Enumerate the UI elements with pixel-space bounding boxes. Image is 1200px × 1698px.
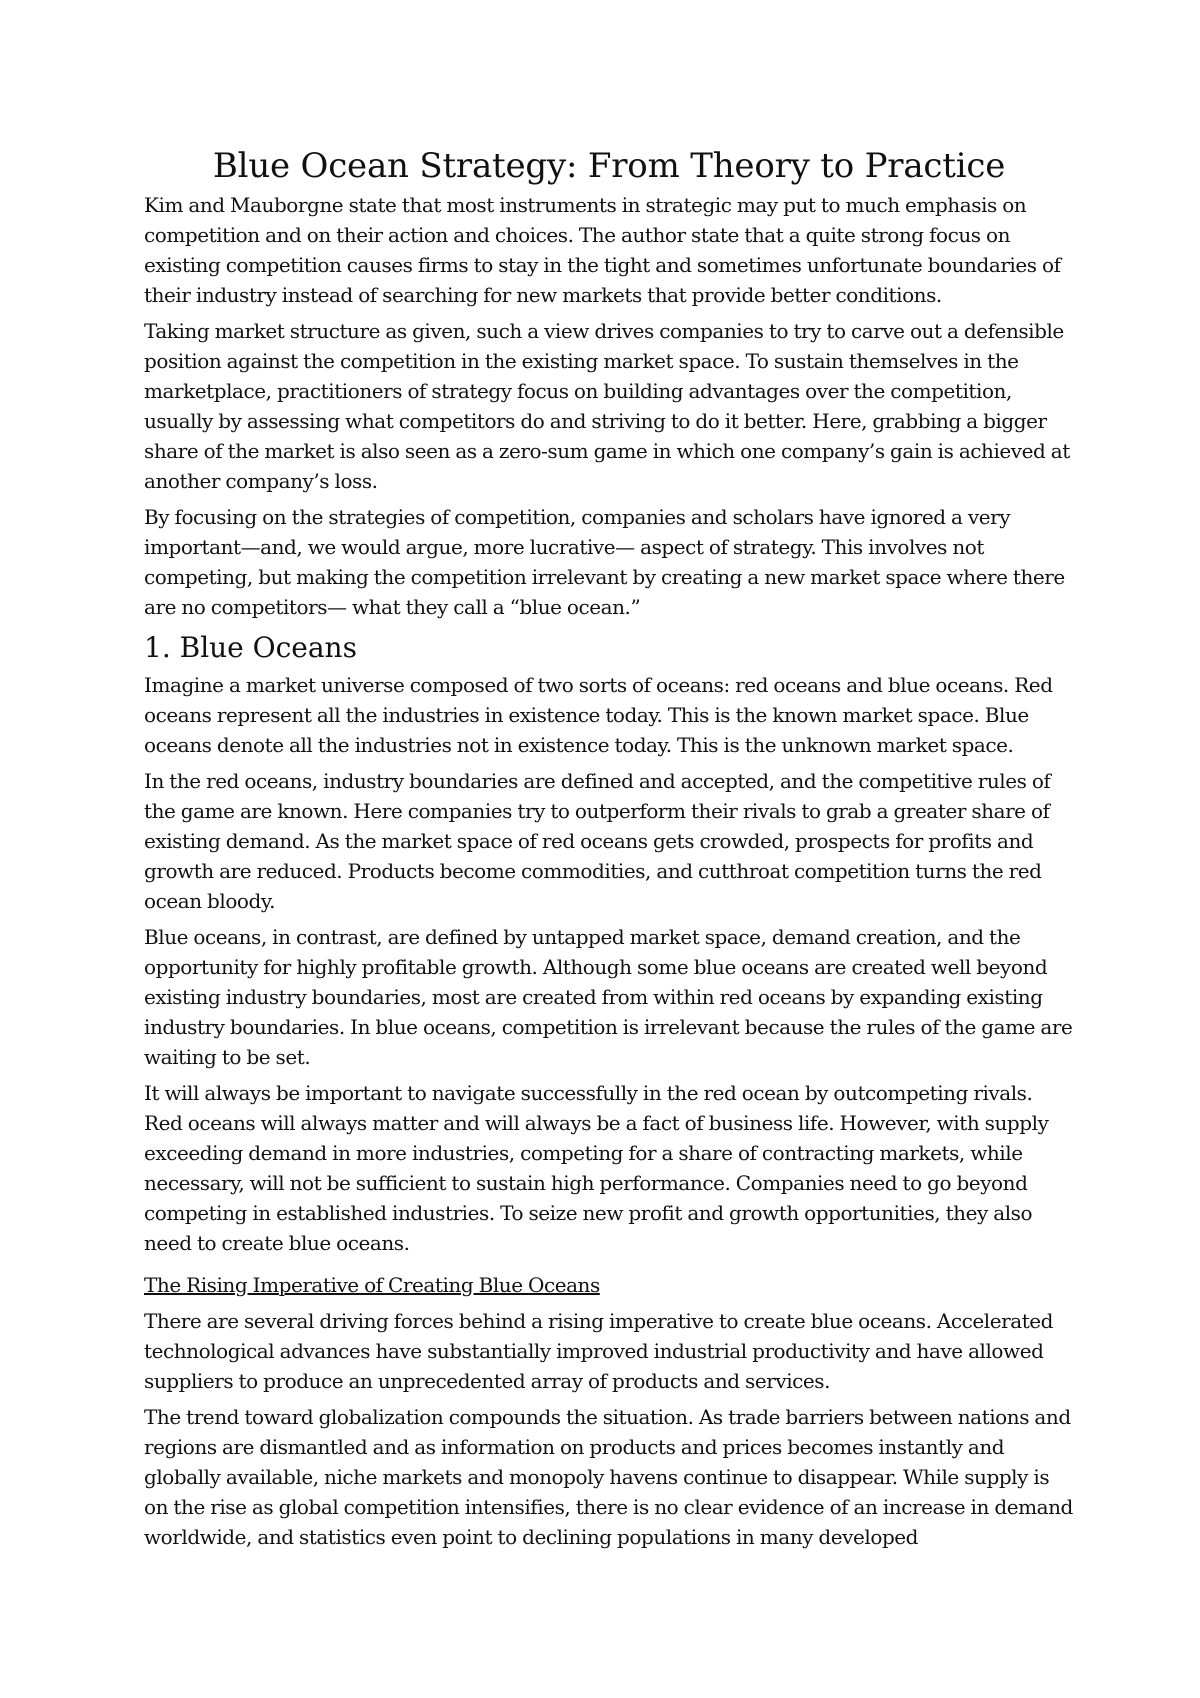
section1-paragraph-1: Imagine a market universe composed of two sorts of oceans: red oceans and blue oceans. Red oceans represent all the industries in existence today. This is the known market space. Blue oceans denote all the industries not in existence today. This is the unknown market space. xyxy=(144,673,1053,757)
intro-paragraph-2: Taking market structure as given, such a view drives companies to try to carve out a defensible position against the competition in the existing market space. To sustain themselves in the marketplace, practitioners of strategy focus on building advantages over the competition, usually by assessing what competitors do and striving to do it better. Here, grabbing a bigger share of the market is also seen as a zero-sum game in which one company’s gain is achieved at another company’s loss. xyxy=(144,319,1070,493)
section1-paragraph-2: In the red oceans, industry boundaries are defined and accepted, and the competitive rules of the game are known. Here companies try to outperform their rivals to grab a greater share of existing demand. As the market space of red oceans gets crowded, prospects for profits and growth are reduced. Products become commodities, and cutthroat competition turns the red ocean bloody. xyxy=(144,769,1051,913)
intro-paragraph-1: Kim and Mauborgne state that most instruments in strategic may put to much emphasis on competition and on their action and choices. The author state that a quite strong focus on existing competition causes firms to stay in the tight and sometimes unfortunate boundaries of their industry instead of searching for new markets that provide better conditions. xyxy=(144,193,1061,307)
document-title: Blue Ocean Strategy: From Theory to Practice xyxy=(212,146,1006,186)
section-heading-blue-oceans: 1. Blue Oceans xyxy=(144,631,357,664)
section1-paragraph-4: It will always be important to navigate successfully in the red ocean by outcompeting rivals. Red oceans will always matter and will always be a fact of business life. However, with supply exceeding demand in more industries, competing for a share of contracting markets, while necessary, will not be sufficient to sustain high performance. Companies need to go beyond competing in established industries. To seize new profit and growth opportunities, they also need to create blue oceans. xyxy=(144,1081,1049,1255)
document-body xyxy=(144,144,1074,1558)
section1-paragraph-3: Blue oceans, in contrast, are defined by untapped market space, demand creation, and the opportunity for highly profitable growth. Although some blue oceans are created well beyond existing industry boundaries, most are created from within red oceans by expanding existing industry boundaries. In blue oceans, competition is irrelevant because the rules of the game are waiting to be set. xyxy=(144,925,1073,1069)
intro-paragraph-3: By focusing on the strategies of competition, companies and scholars have ignored a very important—and, we would argue, more lucrative— aspect of strategy. This involves not competing, but making the competition irrelevant by creating a new market space where there are no competitors— what they call a “blue ocean.” xyxy=(144,505,1065,619)
subsection-paragraph-1: There are several driving forces behind a rising imperative to create blue oceans. Accelerated technological advances have substantially improved industrial productivity and have allowed suppliers to produce an unprecedented array of products and services. xyxy=(144,1309,1054,1393)
subsection-paragraph-2: The trend toward globalization compounds the situation. As trade barriers between nations and regions are dismantled and as information on products and prices becomes instantly and globally available, niche markets and monopoly havens continue to disappear. While supply is on the rise as global competition intensifies, there is no clear evidence of an increase in demand worldwide, and statistics even point to declining populations in many developed xyxy=(144,1405,1073,1549)
subheading-rising-imperative: The Rising Imperative of Creating Blue Oceans xyxy=(144,1273,600,1297)
